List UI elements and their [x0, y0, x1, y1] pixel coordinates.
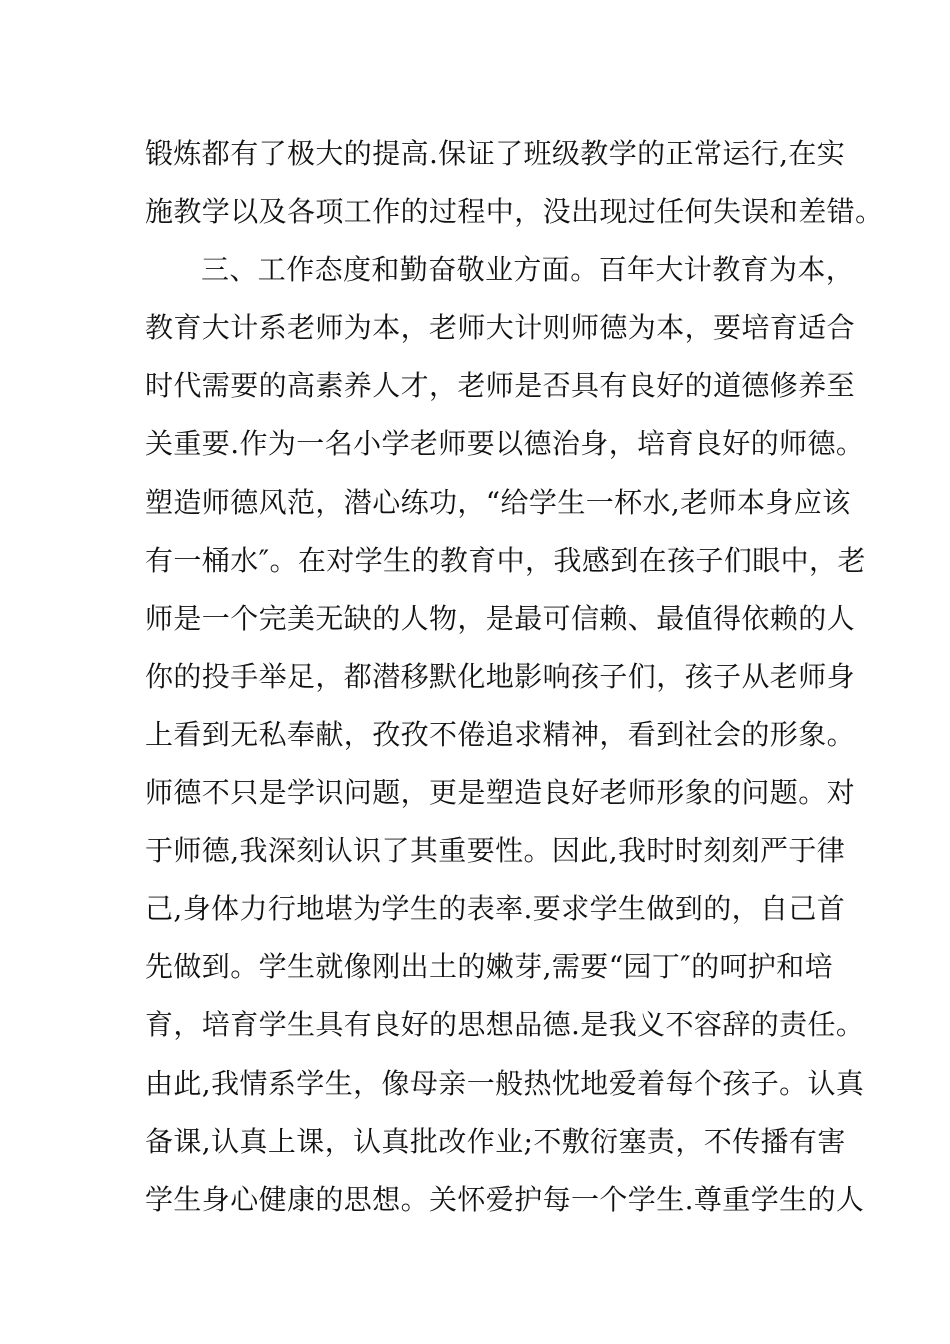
text-line: 施教学以及各项工作的过程中，没出现过任何失误和差错。 — [145, 195, 884, 229]
body-text — [145, 125, 884, 1229]
text-line: 锻炼都有了极大的提高.保证了班级教学的正常运行,在实 — [145, 137, 846, 170]
text-line: 育，培育学生具有良好的思想品德.是我义不容辞的责任。 — [145, 1008, 865, 1042]
text-line: 师德不只是学识问题，更是塑造良好老师形象的问题。对 — [145, 776, 856, 810]
text-line: 教育大计系老师为本，老师大计则师德为本，要培育适合 — [145, 311, 856, 345]
text-line: 先做到。学生就像刚出土的嫩芽,需要“园丁″的呵护和培 — [145, 950, 834, 984]
text-line: 上看到无私奉献，孜孜不倦追求精神，看到社会的形象。 — [145, 717, 856, 751]
text-line: 己,身体力行地堪为学生的表率.要求学生做到的，自己首 — [145, 892, 846, 926]
text-line: 时代需要的高素养人才，老师是否具有良好的道德修养至 — [145, 369, 856, 403]
text-line: 有一桶水″。在对学生的教育中，我感到在孩子们眼中，老 — [145, 543, 866, 577]
text-line: 师是一个完美无缺的人物，是最可信赖、最值得依赖的人 — [145, 601, 856, 635]
text-line: 关重要.作为一名小学老师要以德治身，培育良好的师德。 — [145, 427, 865, 461]
text-line: 塑造师德风范，潜心练功，“给学生一杯水,老师本身应该 — [145, 485, 851, 519]
text-line: 你的投手举足，都潜移默化地影响孩子们，孩子从老师身 — [145, 659, 856, 693]
section-heading-line: 三、工作态度和勤奋敬业方面。百年大计教育为本， — [201, 253, 855, 287]
text-line: 于师德,我深刻认识了其重要性。因此,我时时刻刻严于律 — [145, 834, 846, 868]
text-line: 备课,认真上课，认真批改作业;不敷衍塞责，不传播有害 — [145, 1124, 846, 1158]
text-line: 学生身心健康的思想。关怀爱护每一个学生.尊重学生的人 — [145, 1182, 865, 1216]
text-line: 由此,我情系学生，像母亲一般热忱地爱着每个孩子。认真 — [145, 1066, 865, 1100]
